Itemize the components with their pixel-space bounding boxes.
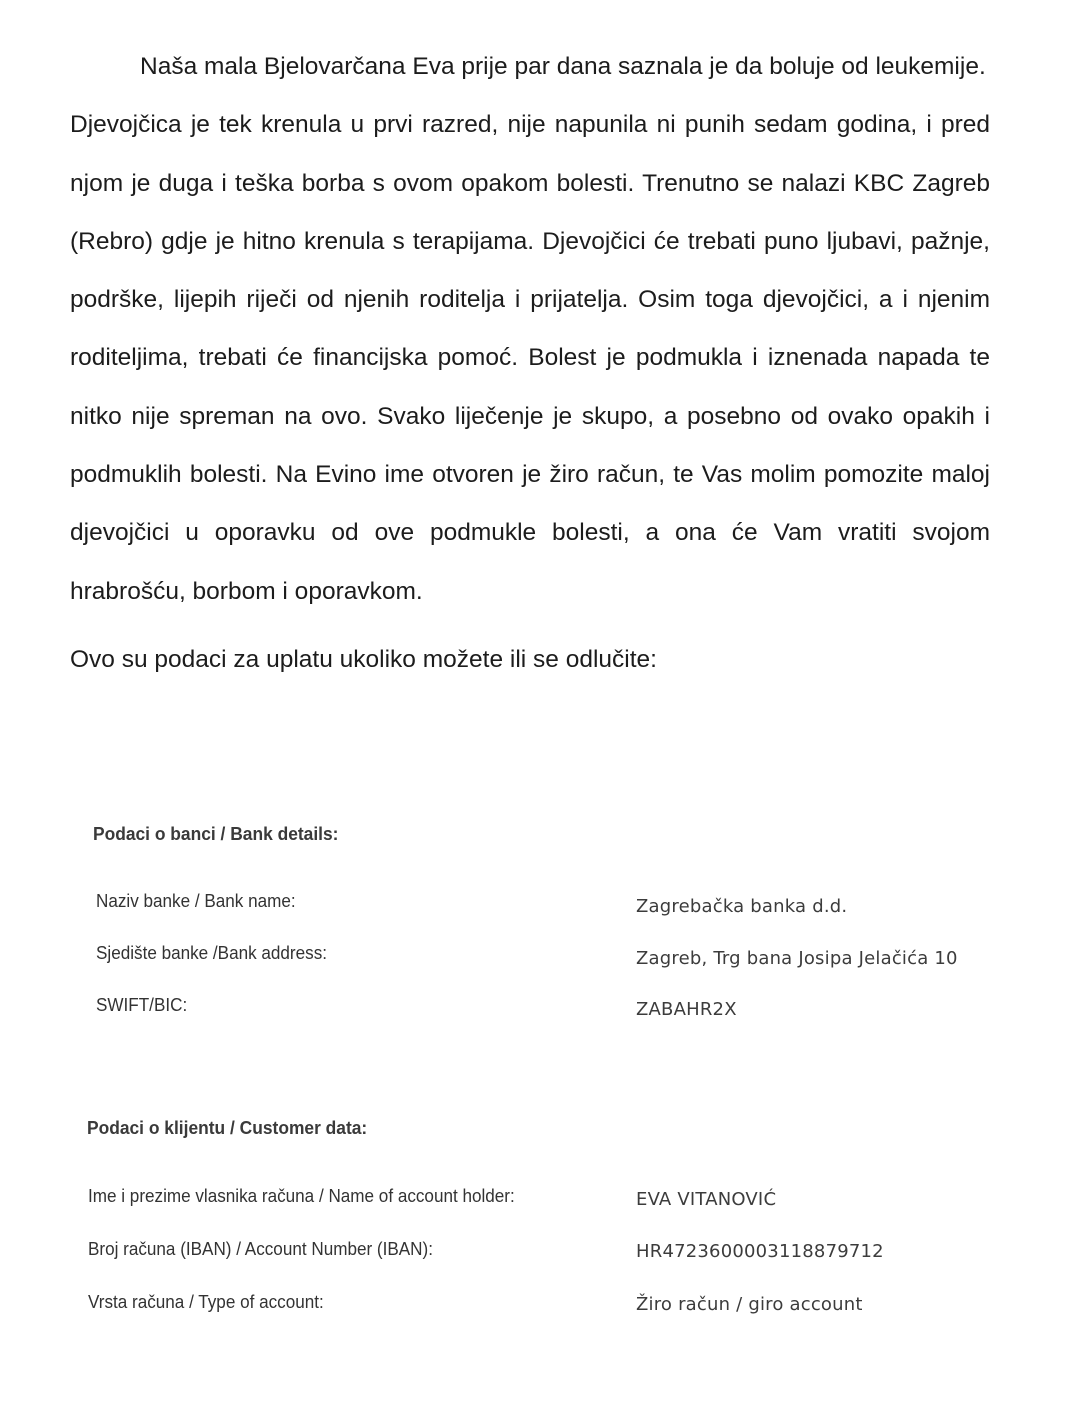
account-type-label: Vrsta računa / Type of account:	[88, 1292, 324, 1312]
paragraph-line: (Rebro) gdje je hitno krenula s terapijama. Djevojčici će trebati puno ljubavi, pažnje,	[70, 227, 990, 255]
iban-label: Broj računa (IBAN) / Account Number (IBAN):	[88, 1239, 433, 1259]
paragraph-line: njom je duga i teška borba s ovom opakom bolesti. Trenutno se nalazi KBC Zagreb	[70, 169, 990, 197]
paragraph-line: Djevojčica je tek krenula u prvi razred, nije napunila ni punih sedam godina, i pred	[70, 111, 990, 139]
bank-name-value: Zagrebačka banka d.d.	[636, 896, 848, 917]
payment-intro: Ovo su podaci za uplatu ukoliko možete ili se odlučite:	[70, 646, 657, 673]
bank-address-value: Zagreb, Trg bana Josipa Jelačića 10	[636, 948, 958, 969]
account-holder-label: Ime i prezime vlasnika računa / Name of account holder:	[88, 1186, 515, 1206]
account-holder-value: EVA VITANOVIĆ	[636, 1189, 777, 1210]
bank-name-label: Naziv banke / Bank name:	[96, 891, 296, 911]
paragraph-line: podrške, lijepih riječi od njenih roditelja i prijatelja. Osim toga djevojčici, a i njenim	[70, 286, 990, 314]
paragraph-line: Naša mala Bjelovarčana Eva prije par dana saznala je da boluje od leukemije.	[140, 53, 986, 80]
bank-details-title: Podaci o banci / Bank details:	[93, 823, 339, 844]
swift-value: ZABAHR2X	[636, 999, 737, 1020]
appeal-paragraph	[70, 38, 990, 621]
paragraph-line: roditeljima, trebati će financijska pomoć. Bolest je podmukla i iznenada napada te	[70, 344, 990, 372]
iban-value: HR4723600003118879712	[636, 1241, 884, 1262]
paragraph-line: djevojčici u oporavku od ove podmukle bolesti, a ona će Vam vratiti svojom	[70, 519, 990, 547]
swift-label: SWIFT/BIC:	[96, 995, 188, 1015]
paragraph-line: podmuklih bolesti. Na Evino ime otvoren je žiro račun, te Vas molim pomozite maloj	[70, 461, 990, 489]
bank-address-label: Sjedište banke /Bank address:	[96, 943, 327, 963]
paragraph-line: hrabrošću, borbom i oporavkom.	[70, 577, 423, 605]
customer-data-title: Podaci o klijentu / Customer data:	[87, 1117, 368, 1138]
paragraph-line: nitko nije spreman na ovo. Svako liječenje je skupo, a posebno od ovako opakih i	[70, 402, 990, 430]
account-type-value: Žiro račun / giro account	[636, 1294, 863, 1315]
